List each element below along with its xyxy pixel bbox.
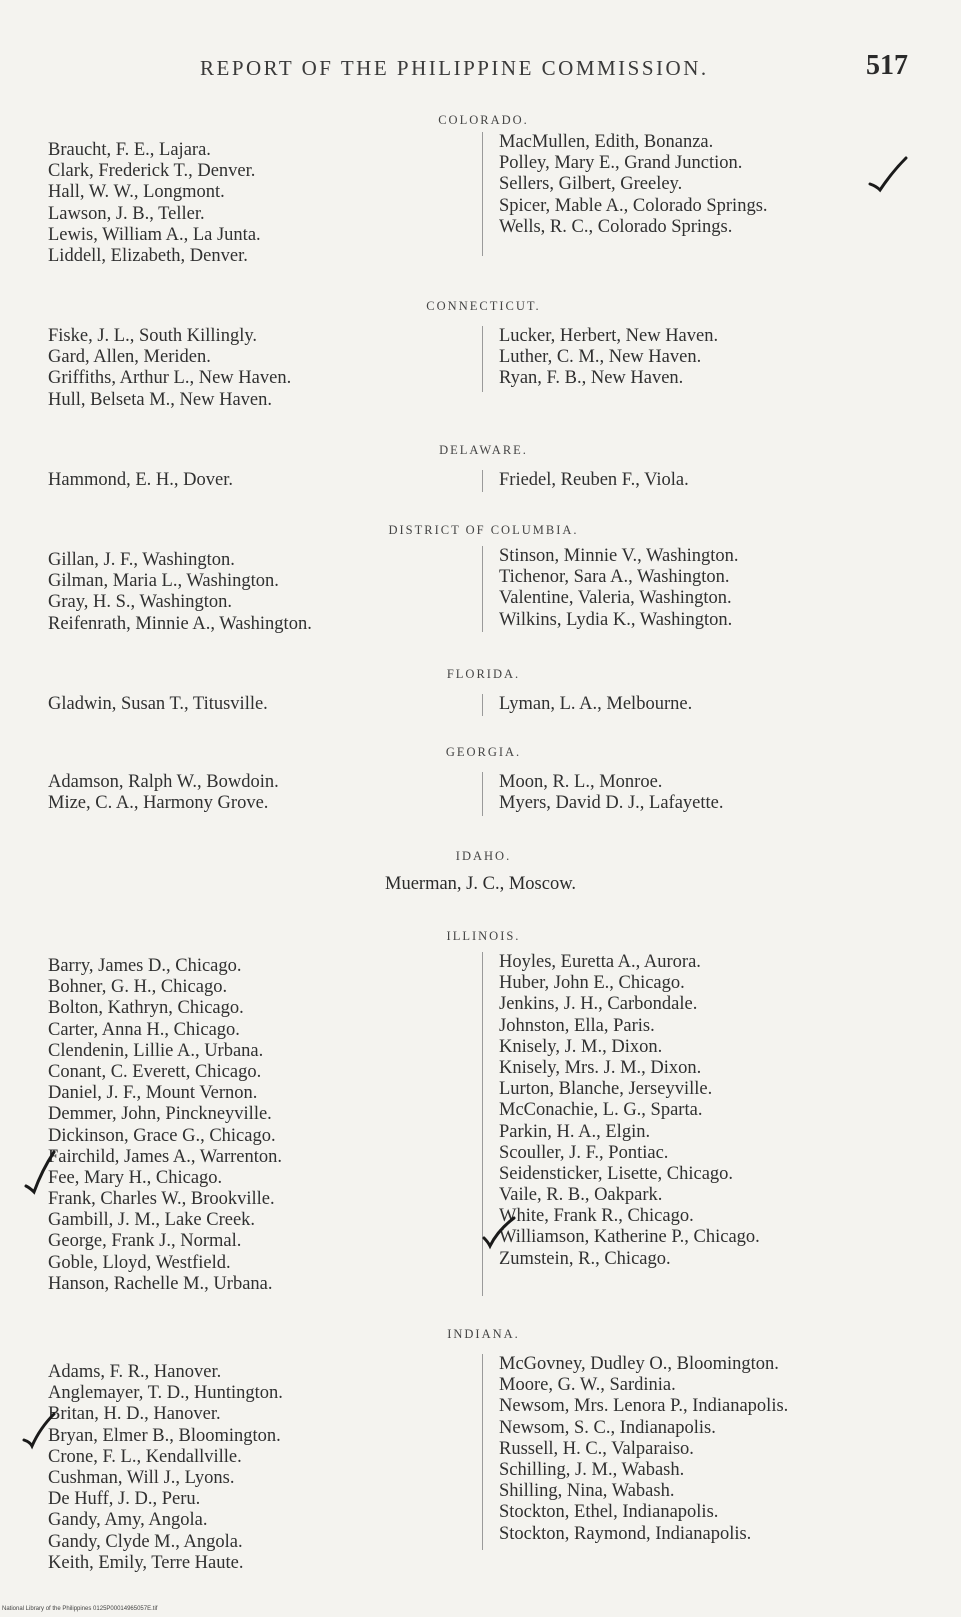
section-title: INDIANA.	[447, 1327, 520, 1341]
list-item: Hanson, Rachelle M., Urbana.	[48, 1273, 273, 1294]
list-item: Clark, Frederick T., Denver.	[48, 161, 256, 182]
list-item: Knisely, Mrs. J. M., Dixon.	[499, 1057, 702, 1078]
section-delaware	[0, 442, 961, 494]
list-item: Seidensticker, Lisette, Chicago.	[499, 1163, 734, 1184]
list-item: McConachie, L. G., Sparta.	[499, 1100, 703, 1121]
list-item: Friedel, Reuben F., Viola.	[499, 470, 689, 490]
left-column	[48, 1362, 468, 1574]
list-item: Demmer, John, Pinckneyville.	[48, 1104, 272, 1125]
list-item: Conant, C. Everett, Chicago.	[48, 1061, 262, 1082]
list-item: Johnston, Ella, Paris.	[499, 1015, 655, 1036]
list-item: Fiske, J. L., South Killingly.	[48, 326, 258, 346]
list-item: Anglemayer, T. D., Huntington.	[48, 1383, 283, 1404]
page-number: 517	[866, 50, 908, 81]
list-item: Gilman, Maria L., Washington.	[48, 571, 279, 592]
list-item: Stockton, Ethel, Indianapolis.	[499, 1502, 719, 1523]
list-item: Spicer, Mable A., Colorado Springs.	[499, 195, 768, 216]
list-item: Reifenrath, Minnie A., Washington.	[48, 613, 312, 634]
list-item: Moore, G. W., Sardinia.	[499, 1375, 676, 1396]
list-item: Crone, F. L., Kendallville.	[48, 1446, 242, 1467]
list-item: Myers, David D. J., Lafayette.	[499, 793, 724, 814]
list-item: Luther, C. M., New Haven.	[499, 347, 702, 368]
list-item: Wilkins, Lydia K., Washington.	[499, 609, 733, 630]
list-item: Shilling, Nina, Wabash.	[499, 1481, 675, 1502]
list-item: George, Frank J., Normal.	[48, 1231, 242, 1252]
section-indiana	[0, 1326, 961, 1573]
list-item: Valentine, Valeria, Washington.	[499, 588, 732, 609]
list-item: Lyman, L. A., Melbourne.	[499, 694, 693, 714]
list-item: Russell, H. C., Valparaiso.	[499, 1438, 694, 1459]
section-title: COLORADO.	[438, 113, 529, 127]
section-georgia	[0, 744, 961, 816]
list-item: Muerman, J. C., Moscow.	[385, 874, 576, 894]
list-item: Griffiths, Arthur L., New Haven.	[48, 368, 292, 389]
checkmark-icon	[20, 1148, 60, 1196]
list-item: Hull, Belseta M., New Haven.	[48, 389, 273, 410]
section-title: DELAWARE.	[439, 443, 528, 457]
list-item: Bohner, G. H., Chicago.	[48, 977, 228, 998]
list-item: Adams, F. R., Hanover.	[48, 1362, 222, 1382]
left-column	[48, 326, 468, 411]
list-item: Moon, R. L., Monroe.	[499, 772, 663, 792]
list-item: Vaile, R. B., Oakpark.	[499, 1185, 663, 1206]
left-column	[48, 550, 468, 635]
section-district-of-columbia	[0, 522, 961, 636]
section-title: CONNECTICUT.	[426, 299, 541, 313]
list-item: Dickinson, Grace G., Chicago.	[48, 1125, 276, 1146]
list-item: Lucker, Herbert, New Haven.	[499, 326, 719, 346]
section-florida	[0, 666, 961, 718]
list-item: Sellers, Gilbert, Greeley.	[499, 174, 683, 195]
list-item: Adamson, Ralph W., Bowdoin.	[48, 772, 279, 792]
right-column	[482, 694, 939, 716]
list-item: Frank, Charles W., Brookville.	[48, 1189, 275, 1210]
list-item: Newsom, S. C., Indianapolis.	[499, 1417, 716, 1438]
list-item: Hoyles, Euretta A., Aurora.	[499, 952, 701, 972]
list-item: Carter, Anna H., Chicago.	[48, 1019, 240, 1040]
list-item: MacMullen, Edith, Bonanza.	[499, 132, 714, 152]
list-item: Gillan, J. F., Washington.	[48, 550, 235, 570]
left-column	[48, 694, 468, 715]
list-item: Mize, C. A., Harmony Grove.	[48, 793, 269, 814]
list-item: Fee, Mary H., Chicago.	[48, 1167, 223, 1188]
list-item: Bolton, Kathryn, Chicago.	[48, 998, 244, 1019]
section-colorado	[0, 112, 961, 268]
list-item: Gambill, J. M., Lake Creek.	[48, 1210, 256, 1231]
section-idaho	[0, 848, 961, 895]
list-item: Polley, Mary E., Grand Junction.	[499, 153, 743, 174]
list-item: Hammond, E. H., Dover.	[48, 470, 233, 490]
list-item: Newsom, Mrs. Lenora P., Indianapolis.	[499, 1396, 789, 1417]
list-item: Jenkins, J. H., Carbondale.	[499, 994, 698, 1015]
list-item: Parkin, H. A., Elgin.	[499, 1121, 651, 1142]
right-column	[482, 772, 939, 816]
list-item: Gard, Allen, Meriden.	[48, 347, 211, 368]
scan-credit: National Library of the Philippines 0125P00014965057E.tif	[2, 1606, 158, 1612]
list-item: Schilling, J. M., Wabash.	[499, 1459, 685, 1480]
list-item: Stockton, Raymond, Indianapolis.	[499, 1523, 752, 1544]
list-item: Stinson, Minnie V., Washington.	[499, 546, 739, 566]
right-column	[482, 952, 939, 1296]
left-column	[48, 772, 468, 814]
left-column	[48, 470, 468, 491]
list-item: McGovney, Dudley O., Bloomington.	[499, 1354, 779, 1374]
list-item: Knisely, J. M., Dixon.	[499, 1036, 663, 1057]
list-item: Fairchild, James A., Warrenton.	[48, 1146, 282, 1167]
list-item: Bryan, Elmer B., Bloomington.	[48, 1425, 281, 1446]
list-item: Huber, John E., Chicago.	[499, 973, 685, 994]
list-item: Keith, Emily, Terre Haute.	[48, 1552, 244, 1573]
list-item: Clendenin, Lillie A., Urbana.	[48, 1040, 264, 1061]
list-item: White, Frank R., Chicago.	[499, 1206, 694, 1227]
page-header	[0, 48, 961, 88]
checkmark-icon	[866, 154, 910, 194]
list-item: Gandy, Clyde M., Angola.	[48, 1531, 243, 1552]
running-title: REPORT OF THE PHILIPPINE COMMISSION.	[200, 56, 709, 80]
list-item: Williamson, Katherine P., Chicago.	[499, 1227, 760, 1248]
list-item: Gladwin, Susan T., Titusville.	[48, 694, 268, 714]
list-item: Barry, James D., Chicago.	[48, 956, 242, 976]
list-item: Braucht, F. E., Lajara.	[48, 140, 211, 160]
right-column	[482, 470, 939, 492]
list-item: Gray, H. S., Washington.	[48, 592, 233, 613]
list-item: Goble, Lloyd, Westfield.	[48, 1252, 231, 1273]
list-item: Hall, W. W., Longmont.	[48, 182, 225, 203]
right-column	[482, 1354, 939, 1550]
section-title: GEORGIA.	[445, 745, 522, 759]
list-item: Cushman, Will J., Lyons.	[48, 1467, 235, 1488]
list-item: Lewis, William A., La Junta.	[48, 224, 261, 245]
right-column	[482, 326, 939, 392]
section-title: FLORIDA.	[446, 667, 521, 681]
right-column	[482, 546, 939, 632]
list-item: Liddell, Elizabeth, Denver.	[48, 245, 248, 266]
left-column	[48, 140, 468, 267]
list-item: Zumstein, R., Chicago.	[499, 1248, 671, 1269]
list-item: Lurton, Blanche, Jerseyville.	[499, 1079, 713, 1100]
section-connecticut	[0, 298, 961, 412]
section-title: ILLINOIS.	[446, 929, 521, 943]
section-title: IDAHO.	[455, 849, 512, 863]
left-column	[48, 956, 468, 1295]
list-item: Gandy, Amy, Angola.	[48, 1510, 208, 1531]
list-item: Lawson, J. B., Teller.	[48, 203, 205, 224]
list-item: Tichenor, Sara A., Washington.	[499, 567, 730, 588]
list-item: De Huff, J. D., Peru.	[48, 1489, 201, 1510]
checkmark-icon	[20, 1410, 60, 1450]
section-title: DISTRICT OF COLUMBIA.	[388, 523, 579, 537]
list-item: Wells, R. C., Colorado Springs.	[499, 216, 733, 237]
list-item: Britan, H. D., Hanover.	[48, 1404, 221, 1425]
list-item: Ryan, F. B., New Haven.	[499, 368, 684, 389]
checkmark-icon	[480, 1214, 520, 1250]
list-item: Scouller, J. F., Pontiac.	[499, 1142, 669, 1163]
list-item: Daniel, J. F., Mount Vernon.	[48, 1083, 258, 1104]
